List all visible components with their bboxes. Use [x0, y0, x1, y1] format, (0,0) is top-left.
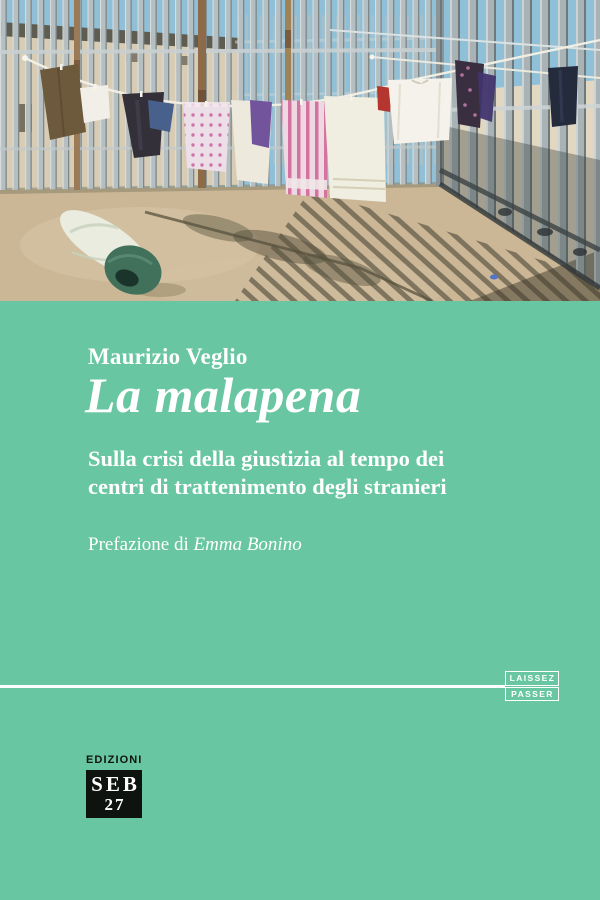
preface-author-name: Emma Bonino: [193, 534, 302, 555]
publisher-logo-seb: SEB: [91, 772, 140, 796]
preface-line: [88, 534, 302, 557]
preface-prefix: Prefazione di: [88, 534, 189, 555]
book-title: La malapena: [85, 367, 362, 423]
series-badge-line-2: PASSER: [505, 687, 559, 702]
series-badge: [505, 671, 559, 701]
publisher-name: EDIZIONI: [86, 754, 143, 766]
series-badge-line-1: LAISSEZ: [505, 671, 559, 686]
publisher-logo-box: [86, 770, 142, 818]
publisher-logo-27: 27: [104, 795, 126, 814]
publisher-logo: [86, 755, 142, 818]
courtyard-photo-illustration: [0, 0, 600, 301]
subtitle-line-1: Sulla crisi della giustizia al tempo dei: [88, 446, 445, 471]
subtitle-line-2: centri di trattenimento degli stranieri: [88, 474, 447, 499]
author-name: Maurizio Veglio: [88, 344, 248, 369]
series-rule-line: [0, 685, 505, 688]
cover-photo: [0, 0, 600, 301]
book-subtitle: [88, 445, 447, 501]
